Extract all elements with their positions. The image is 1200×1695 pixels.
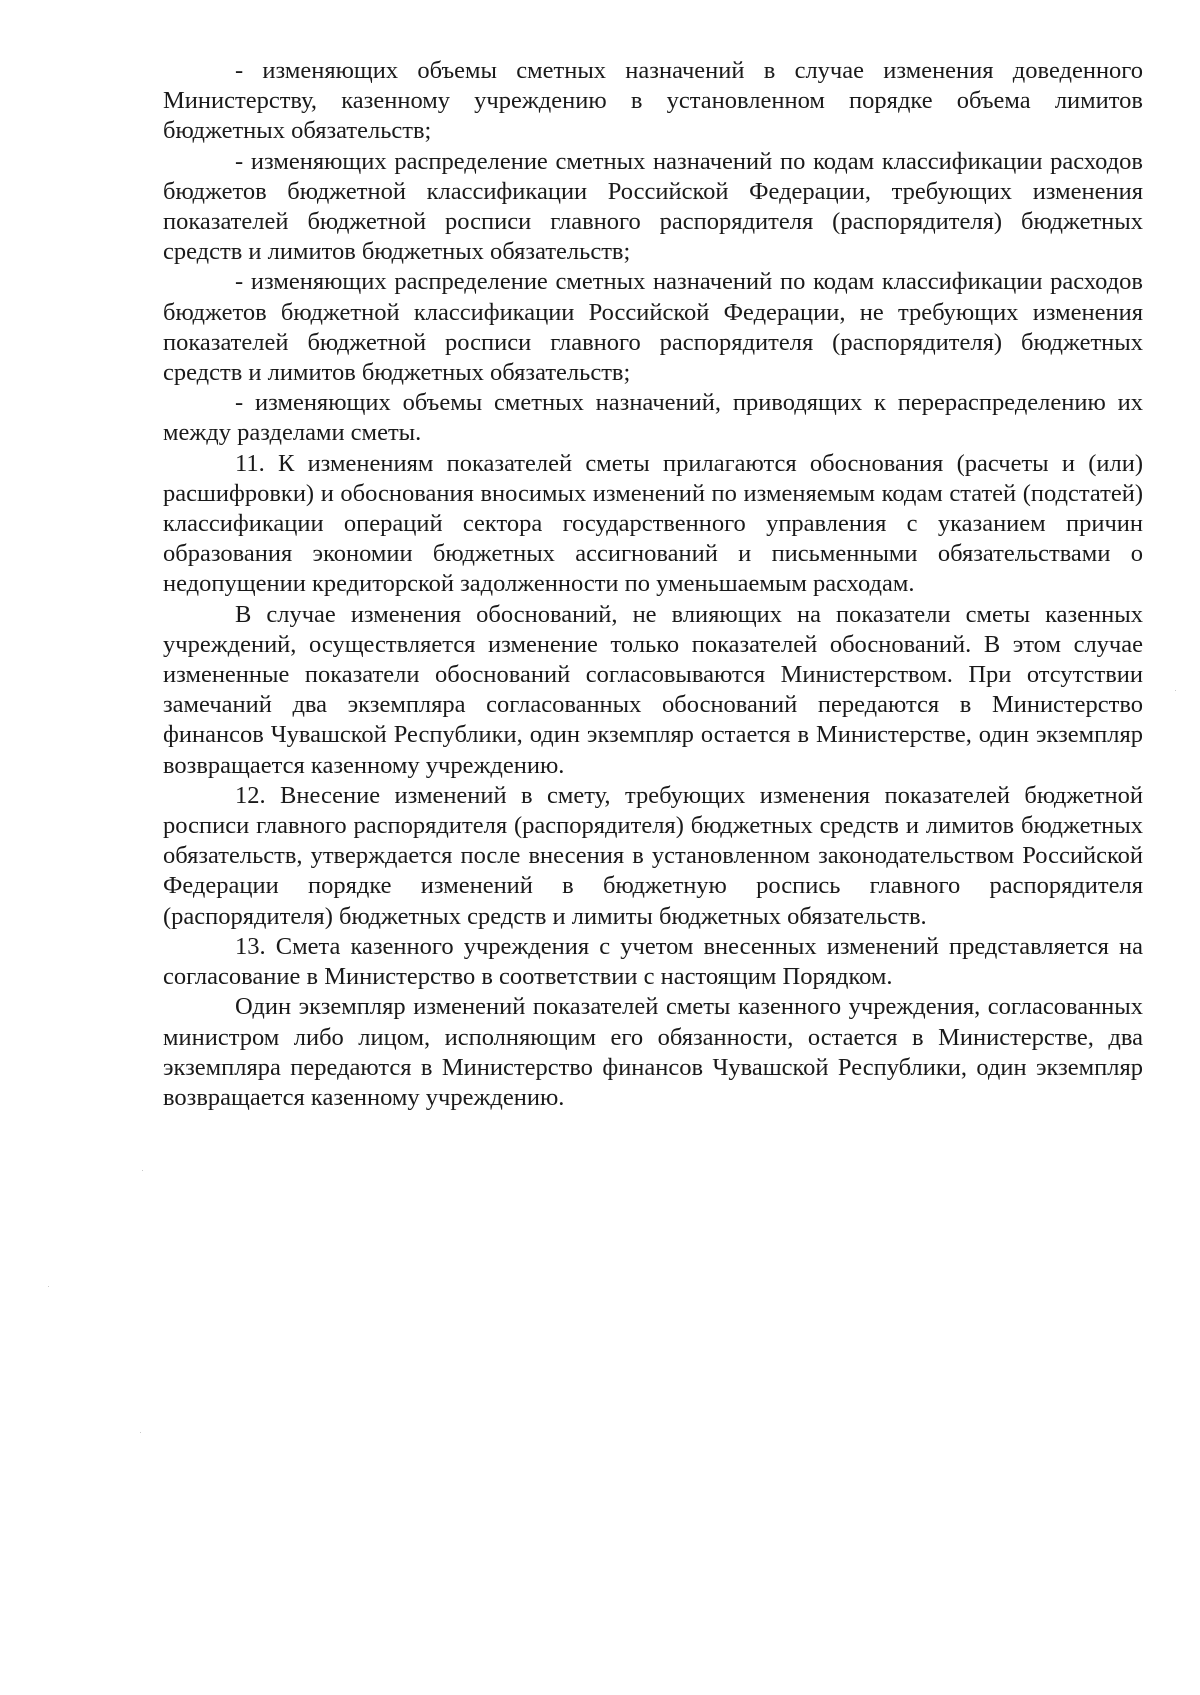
paragraph-12: 12. Внесение изменений в смету, требующих изменения показателей бюджетной росписи главного распорядителя (распорядителя) бюджетных средств и лимитов бюджетных обязательств, утверждается после внесения в установленном законодательством Российской Федерации порядке изменений в бюджетную роспись главного распорядителя (распорядителя) бюджетных средств и лимиты бюджетных обязательств. [163,781,1143,930]
scan-artifact [142,1170,143,1171]
paragraph-13-continued: Один экземпляр изменений показателей сметы казенного учреждения, согласованных министром либо лицом, исполняющим его обязанности, остается в Министерстве, два экземпляра передаются в Министерство финансов Чувашской Республики, один экземпляр возвращается казенному учреждению. [163,993,1143,1111]
paragraph-3: - изменяющих распределение сметных назначений по кодам классификации расходов бюджетов бюджетной классификации Российской Федерации, не требующих изменения показателей бюджетной росписи главного распорядителя (распорядителя) бюджетных средств и лимитов бюджетных обязательств; [163,268,1143,387]
scan-artifact [140,1432,141,1433]
scan-artifact [48,1286,49,1287]
document-body [163,56,1143,1113]
paragraph-13: 13. Смета казенного учреждения с учетом внесенных изменений представляется на согласование в Министерство в соответствии с настоящим Порядком. [163,932,1143,991]
paragraph-11: 11. К изменениям показателей сметы прилагаются обоснования (расчеты и (или) расшифровки) и обоснования вносимых изменений по изменяемым кодам статей (подстатей) классификации операций сектора государственного управления с указанием причин образования экономии бюджетных ассигнований и письменными обязательствами о недопущении кредиторской задолженности по уменьшаемым расходам. [163,449,1143,598]
paragraph-11-continued: В случае изменения обоснований, не влияющих на показатели сметы казенных учреждений, осуществляется изменение только показателей обоснований. В этом случае измененные показатели обоснований согласовываются Министерством. При отсутствии замечаний два экземпляра согласованных обоснований передаются в Министерство финансов Чувашской Республики, один экземпляр остается в Министерстве, один экземпляр возвращается казенному учреждению. [163,600,1143,779]
paragraph-2: - изменяющих распределение сметных назначений по кодам классификации расходов бюджетов бюджетной классификации Российской Федерации, требующих изменения показателей бюджетной росписи главного распорядителя (распорядителя) бюджетных средств и лимитов бюджетных обязательств; [163,147,1143,266]
paragraph-4: - изменяющих объемы сметных назначений, приводящих к перераспределению их между разделами сметы. [163,389,1143,447]
paragraph-1: - изменяющих объемы сметных назначений в случае изменения доведенного Министерству, казенному учреждению в установленном порядке объема лимитов бюджетных обязательств; [163,57,1143,145]
scan-artifact [1175,690,1176,691]
